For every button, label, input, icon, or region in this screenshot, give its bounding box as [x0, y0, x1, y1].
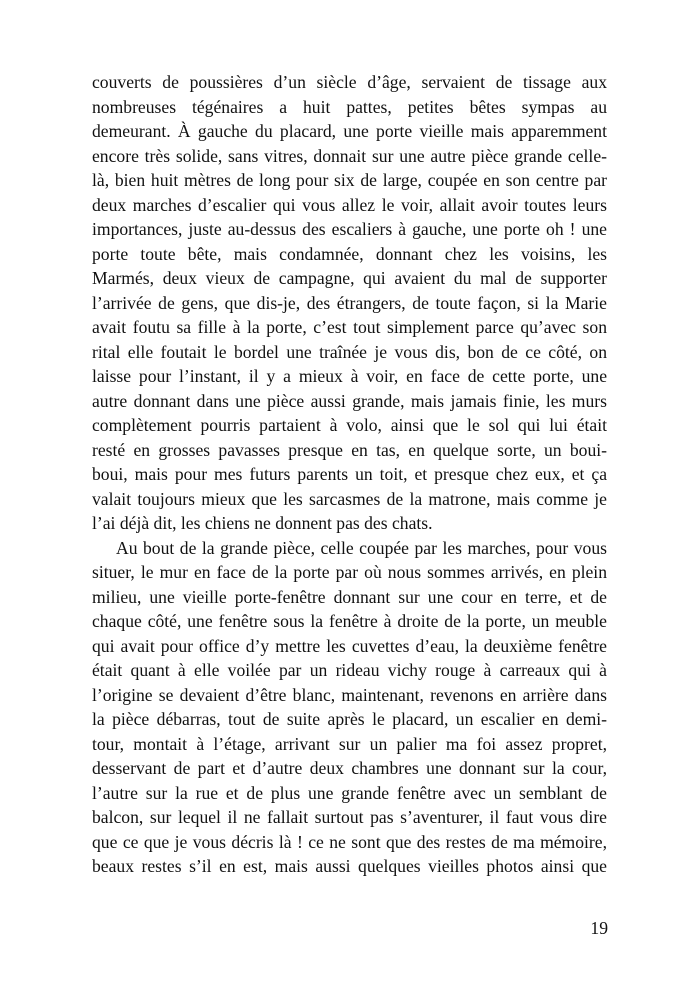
text-line: valait toujours mieux que les sarcasmes de la matrone, mais comme je	[92, 488, 607, 509]
text-line: desservant de part et d’autre deux chambres une donnant sur la cour,	[92, 758, 607, 778]
text-line: demeurant. À gauche du placard, une porte vieille mais apparemment	[92, 121, 607, 141]
text-line: autre donnant dans une pièce aussi grande, mais jamais finie, les murs	[92, 390, 607, 411]
text-line: chaque côté, une fenêtre sous la fenêtre à droite de la porte, un meuble	[92, 611, 607, 631]
text-line: porte toute bête, mais condamnée, donnant chez les voisins, les	[92, 243, 607, 264]
text-line: l’autre sur la rue et de plus une grande fenêtre avec un semblant de	[92, 782, 607, 803]
text-line: boui, mais pour mes futurs parents un toit, et presque chez eux, et ça	[92, 464, 607, 484]
text-line: qui avait pour office d’y mettre les cuvettes d’eau, la deuxième fenêtre	[92, 635, 607, 656]
text-line: l’arrivée de gens, que dis-je, des étrangers, de toute façon, si la Marie	[92, 292, 607, 313]
text-line: milieu, une vieille porte-fenêtre donnant sur une cour en terre, et de	[92, 586, 607, 607]
text-line: couverts de poussières d’un siècle d’âge, servaient de tissage aux	[92, 72, 607, 92]
text-line: était quant à elle voilée par un rideau vichy rouge à carreaux qui à	[92, 660, 607, 680]
text-line: complètement pourris partaient à volo, ainsi que le sol qui lui était	[92, 415, 607, 435]
text-line: l’origine se devaient d’être blanc, maintenant, revenons en arrière dans	[92, 684, 607, 705]
page-body	[92, 70, 607, 879]
text-line: rital elle foutait le bordel une traînée je vous dis, bon de ce côté, on	[92, 341, 607, 362]
text-line: Au bout de la grande pièce, celle coupée par les marches, pour vous	[116, 537, 607, 558]
text-line: importances, juste au-dessus des escaliers à gauche, une porte oh ! une	[92, 219, 607, 239]
text-line: la pièce débarras, tout de suite après le placard, un escalier en demi-	[92, 709, 607, 729]
text-line: situer, le mur en face de la porte par où nous sommes arrivés, en plein	[92, 562, 607, 582]
text-line: beaux restes s’il en est, mais aussi quelques vieilles photos ainsi que	[92, 856, 607, 876]
text-line: l’ai déjà dit, les chiens ne donnent pas des chats.	[92, 513, 433, 533]
text-line: là, bien huit mètres de long pour six de large, coupée en son centre par	[92, 170, 607, 190]
page-number: 19	[590, 918, 608, 938]
text-line: laisse pour l’instant, il y a mieux à voir, en face de cette porte, une	[92, 366, 607, 386]
text-line: tour, montait à l’étage, arrivant sur un palier ma foi assez propret,	[92, 733, 607, 754]
text-line: Marmés, deux vieux de campagne, qui avaient du mal de supporter	[92, 268, 607, 288]
text-line: que ce que je vous décris là ! ce ne sont que des restes de ma mémoire,	[92, 831, 607, 852]
text-line: encore très solide, sans vitres, donnait sur une autre pièce grande celle-	[92, 145, 607, 166]
text-line: nombreuses tégénaires a huit pattes, petites bêtes sympas au	[92, 96, 607, 117]
paragraph-2	[92, 536, 607, 879]
paragraph-1	[92, 70, 607, 536]
text-line: resté en grosses pavasses presque en tas, en quelque sorte, un boui-	[92, 439, 607, 460]
text-line: deux marches d’escalier qui vous allez le voir, allait avoir toutes leurs	[92, 194, 607, 215]
text-line: avait foutu sa fille à la porte, c’est tout simplement parce qu’avec son	[92, 317, 607, 337]
text-line: balcon, sur lequel il ne fallait surtout pas s’aventurer, il faut vous dire	[92, 807, 607, 827]
